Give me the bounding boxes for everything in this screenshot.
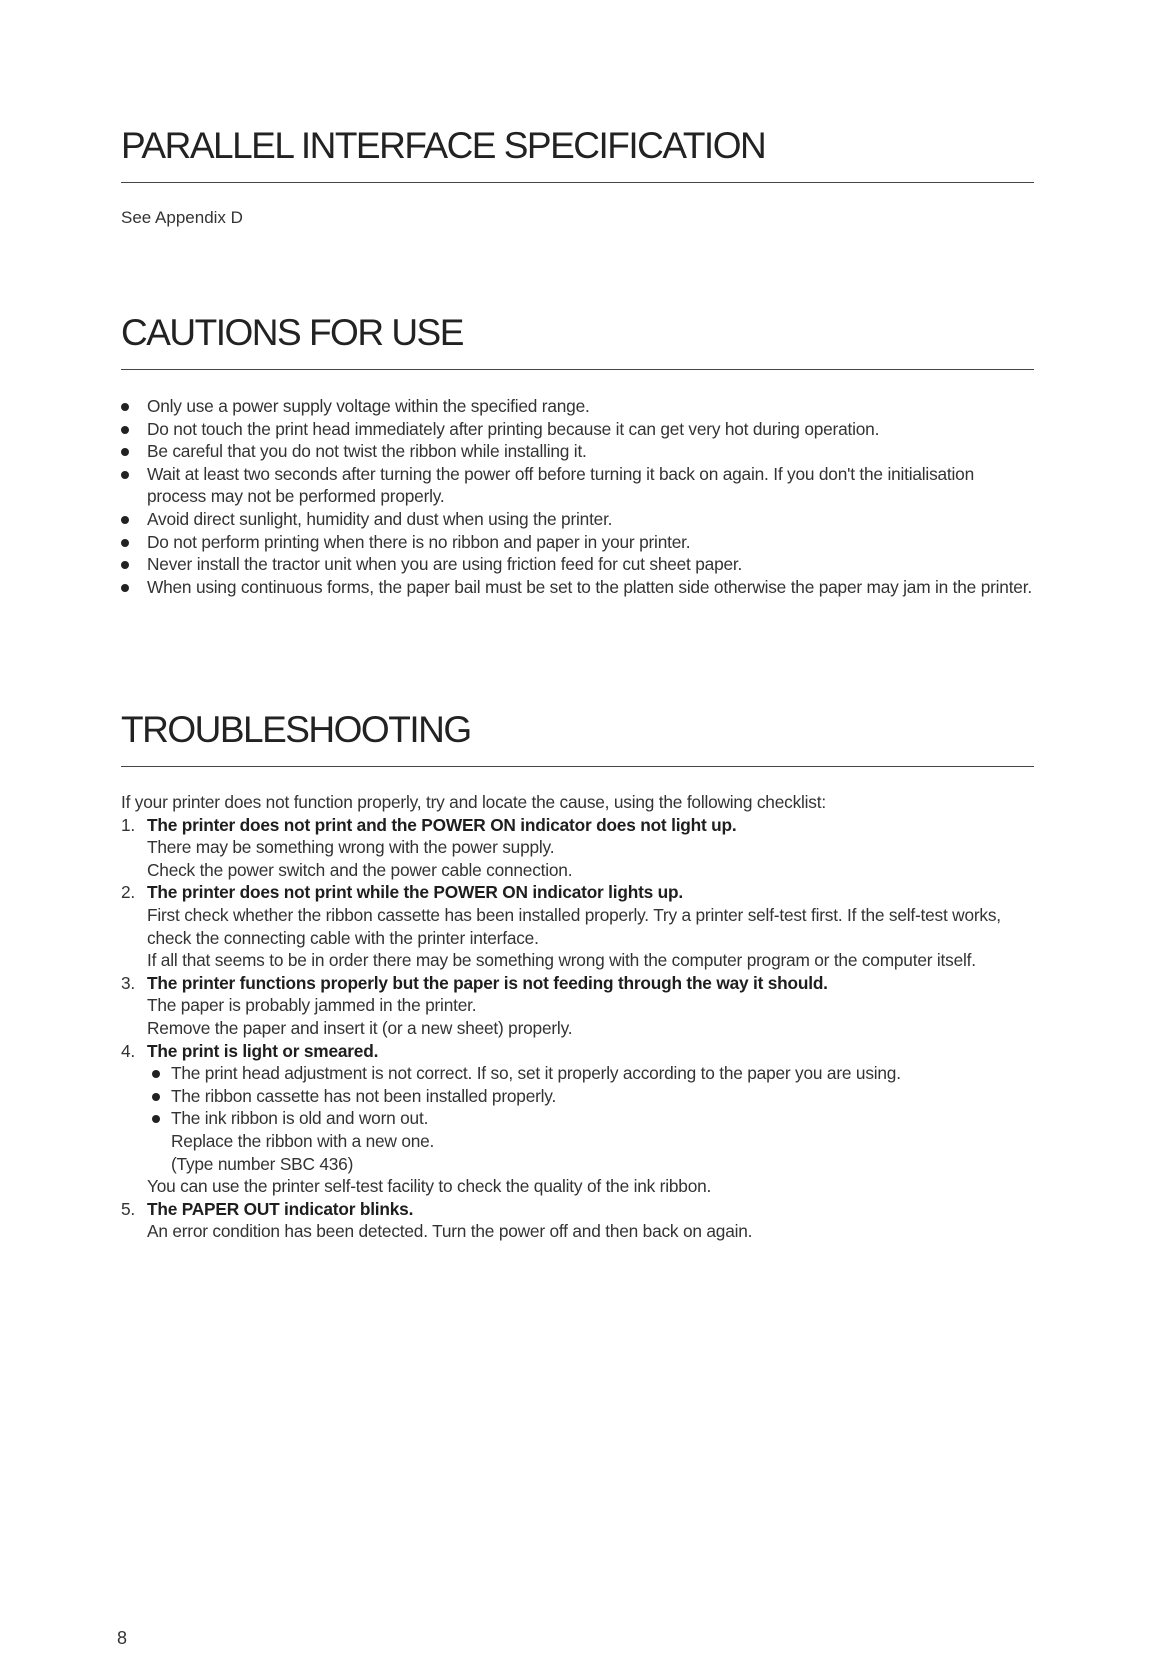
checklist-step-3 bbox=[121, 972, 1034, 1040]
step-text: If all that seems to be in order there may be something wrong with the computer program or the computer itself. bbox=[147, 950, 976, 971]
step-title: The printer does not print and the POWER ON indicator does not light up. bbox=[147, 814, 737, 835]
step-title: The printer does not print while the POWER ON indicator lights up. bbox=[147, 882, 683, 903]
troubleshooting-section bbox=[121, 708, 1034, 1243]
caution-item: When using continuous forms, the paper bail must be set to the platten side otherwise the paper may jam in the printer. bbox=[121, 576, 1034, 599]
step-number: 2. bbox=[121, 882, 136, 903]
step-number: 1. bbox=[121, 814, 136, 835]
step-number: 3. bbox=[121, 972, 136, 993]
step-text: There may be something wrong with the power supply. bbox=[147, 837, 555, 858]
troubleshooting-intro: If your printer does not function properly, try and locate the cause, using the following checklist: bbox=[121, 792, 826, 812]
step-title: The print is light or smeared. bbox=[147, 1040, 379, 1061]
caution-item: Wait at least two seconds after turning the power off before turning it back on again. If you don't the initialisation process may not be performed properly. bbox=[121, 463, 1034, 508]
caution-item: Be careful that you do not twist the ribbon while installing it. bbox=[121, 440, 1034, 463]
step-text: Remove the paper and insert it (or a new sheet) properly. bbox=[147, 1017, 573, 1038]
section-divider bbox=[121, 766, 1034, 767]
caution-item: Do not touch the print head immediately after printing because it can get very hot during operation. bbox=[121, 418, 1034, 441]
parallel-interface-section bbox=[121, 124, 1034, 229]
appendix-note: See Appendix D bbox=[121, 208, 243, 227]
section-divider bbox=[121, 182, 1034, 183]
step-text: An error condition has been detected. Turn the power off and then back on again. bbox=[147, 1221, 753, 1242]
checklist-step-4 bbox=[121, 1040, 1034, 1198]
step-number: 5. bbox=[121, 1198, 136, 1219]
troubleshooting-checklist bbox=[121, 814, 1034, 1243]
cautions-list bbox=[121, 395, 1034, 598]
cause-item: The ink ribbon is old and worn out. bbox=[147, 1107, 1034, 1130]
cautions-section bbox=[121, 311, 1034, 598]
caution-item: Avoid direct sunlight, humidity and dust when using the printer. bbox=[121, 508, 1034, 531]
checklist-step-1 bbox=[121, 814, 1034, 882]
step-text: Check the power switch and the power cable connection. bbox=[147, 859, 573, 880]
ribbon-type-number: (Type number SBC 436) bbox=[171, 1153, 354, 1174]
step-text: The paper is probably jammed in the printer. bbox=[147, 995, 477, 1016]
step-causes-list bbox=[147, 1062, 1034, 1130]
troubleshooting-heading: TROUBLESHOOTING bbox=[121, 709, 471, 750]
cautions-heading: CAUTIONS FOR USE bbox=[121, 312, 463, 353]
caution-item: Do not perform printing when there is no ribbon and paper in your printer. bbox=[121, 531, 1034, 554]
checklist-step-2 bbox=[121, 881, 1034, 971]
cause-item: The print head adjustment is not correct. If so, set it properly according to the paper you are using. bbox=[147, 1062, 1034, 1085]
step-title: The PAPER OUT indicator blinks. bbox=[147, 1198, 414, 1219]
page-number: 8 bbox=[117, 1628, 128, 1648]
section-divider bbox=[121, 369, 1034, 370]
caution-item: Only use a power supply voltage within the specified range. bbox=[121, 395, 1034, 418]
step-text: First check whether the ribbon cassette has been installed properly. Try a printer self-test first. If the self-test works, check the connecting cable with the printer interface. bbox=[147, 904, 1001, 948]
cause-item: The ribbon cassette has not been installed properly. bbox=[147, 1085, 1034, 1108]
step-text: You can use the printer self-test facility to check the quality of the ink ribbon. bbox=[147, 1176, 712, 1197]
checklist-step-5 bbox=[121, 1198, 1034, 1243]
caution-item: Never install the tractor unit when you are using friction feed for cut sheet paper. bbox=[121, 553, 1034, 576]
step-number: 4. bbox=[121, 1040, 136, 1061]
step-title: The printer functions properly but the paper is not feeding through the way it should. bbox=[147, 972, 828, 993]
parallel-interface-heading: PARALLEL INTERFACE SPECIFICATION bbox=[121, 125, 766, 166]
step-remedy: Replace the ribbon with a new one. bbox=[171, 1130, 435, 1151]
